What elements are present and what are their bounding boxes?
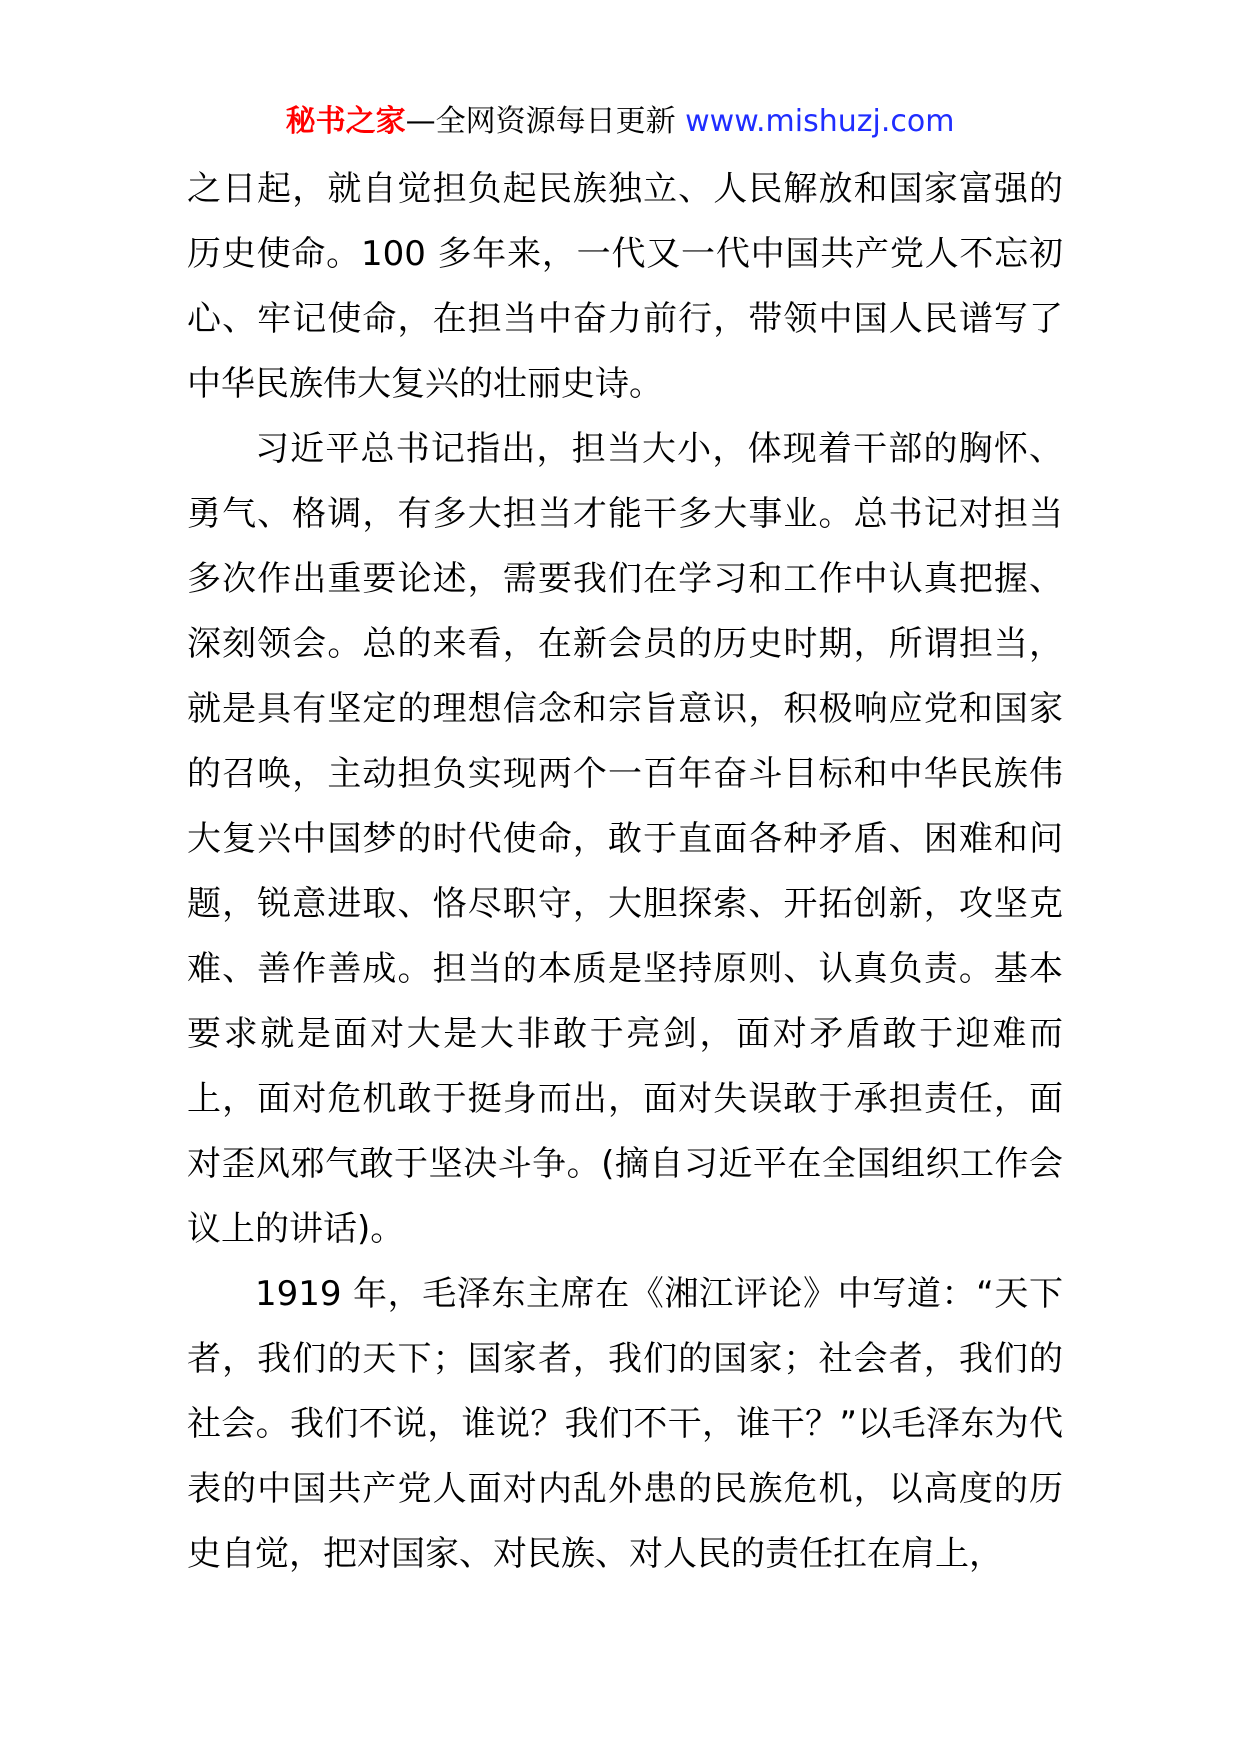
text-line: 勇气、格调，有多大担当才能干多大事业。总书记对担当 bbox=[187, 494, 1063, 534]
text-line: 之日起，就自觉担负起民族独立、人民解放和国家富强的 bbox=[187, 169, 1063, 209]
text-line: 历史使命。100 多年来，一代又一代中国共产党人不忘初 bbox=[187, 234, 1063, 274]
document-body bbox=[187, 157, 1063, 1587]
text-line: 历史自觉，把对国家、对民族、对人民的责任扛在肩上， bbox=[187, 1469, 1063, 1574]
text-line: 的召唤，主动担负实现两个一百年奋斗目标和中华民族伟 bbox=[187, 754, 1063, 794]
paragraph-2 bbox=[187, 417, 1063, 1262]
text-line: 上，面对危机敢于挺身而出，面对失误敢于承担责任，面 bbox=[187, 1079, 1063, 1119]
text-line: 代表的中国共产党人面对内乱外患的民族危机，以高度的 bbox=[187, 1404, 1063, 1509]
text-line: 1919 年，毛泽东主席在《湘江评论》中写道：“天下 bbox=[255, 1274, 1063, 1314]
text-line: 就是具有坚定的理想信念和宗旨意识，积极响应党和国家 bbox=[187, 689, 1063, 729]
header-tagline: —全网资源每日更新 bbox=[405, 104, 676, 139]
text-line: 中华民族伟大复兴的壮丽史诗。 bbox=[187, 364, 663, 404]
text-line: 者，我们的天下；国家者，我们的国家；社会者，我们的 bbox=[187, 1339, 1063, 1379]
text-line: 社会。我们不说，谁说？我们不干，谁干？”以毛泽东为 bbox=[187, 1404, 1029, 1444]
text-line: 难、善作善成。担当的本质是坚持原则、认真负责。基本 bbox=[187, 949, 1063, 989]
paragraph-1 bbox=[187, 157, 1063, 417]
site-url-link[interactable]: www.mishuzj.com bbox=[685, 104, 955, 139]
text-line: 大复兴中国梦的时代使命，敢于直面各种矛盾、困难和问 bbox=[187, 819, 1063, 859]
text-line: 习近平总书记指出，担当大小，体现着干部的胸怀、 bbox=[255, 429, 1063, 469]
paragraph-3 bbox=[187, 1262, 1063, 1587]
page-header bbox=[0, 102, 1240, 142]
text-line: 心、牢记使命，在担当中奋力前行，带领中国人民谱写了 bbox=[187, 299, 1063, 339]
text-line: 多次作出重要论述，需要我们在学习和工作中认真把握、 bbox=[187, 559, 1063, 599]
text-line: 要求就是面对大是大非敢于亮剑，面对矛盾敢于迎难而 bbox=[187, 1014, 1063, 1054]
text-line: 深刻领会。总的来看，在新会员的历史时期，所谓担当， bbox=[187, 624, 1063, 664]
brand-name: 秘书之家 bbox=[285, 104, 406, 139]
text-line: 题，锐意进取、恪尽职守，大胆探索、开拓创新，攻坚克 bbox=[187, 884, 1063, 924]
text-line: 议上的讲话)。 bbox=[187, 1209, 405, 1249]
text-line: 对歪风邪气敢于坚决斗争。(摘自习近平在全国组织工作会 bbox=[187, 1144, 1063, 1184]
